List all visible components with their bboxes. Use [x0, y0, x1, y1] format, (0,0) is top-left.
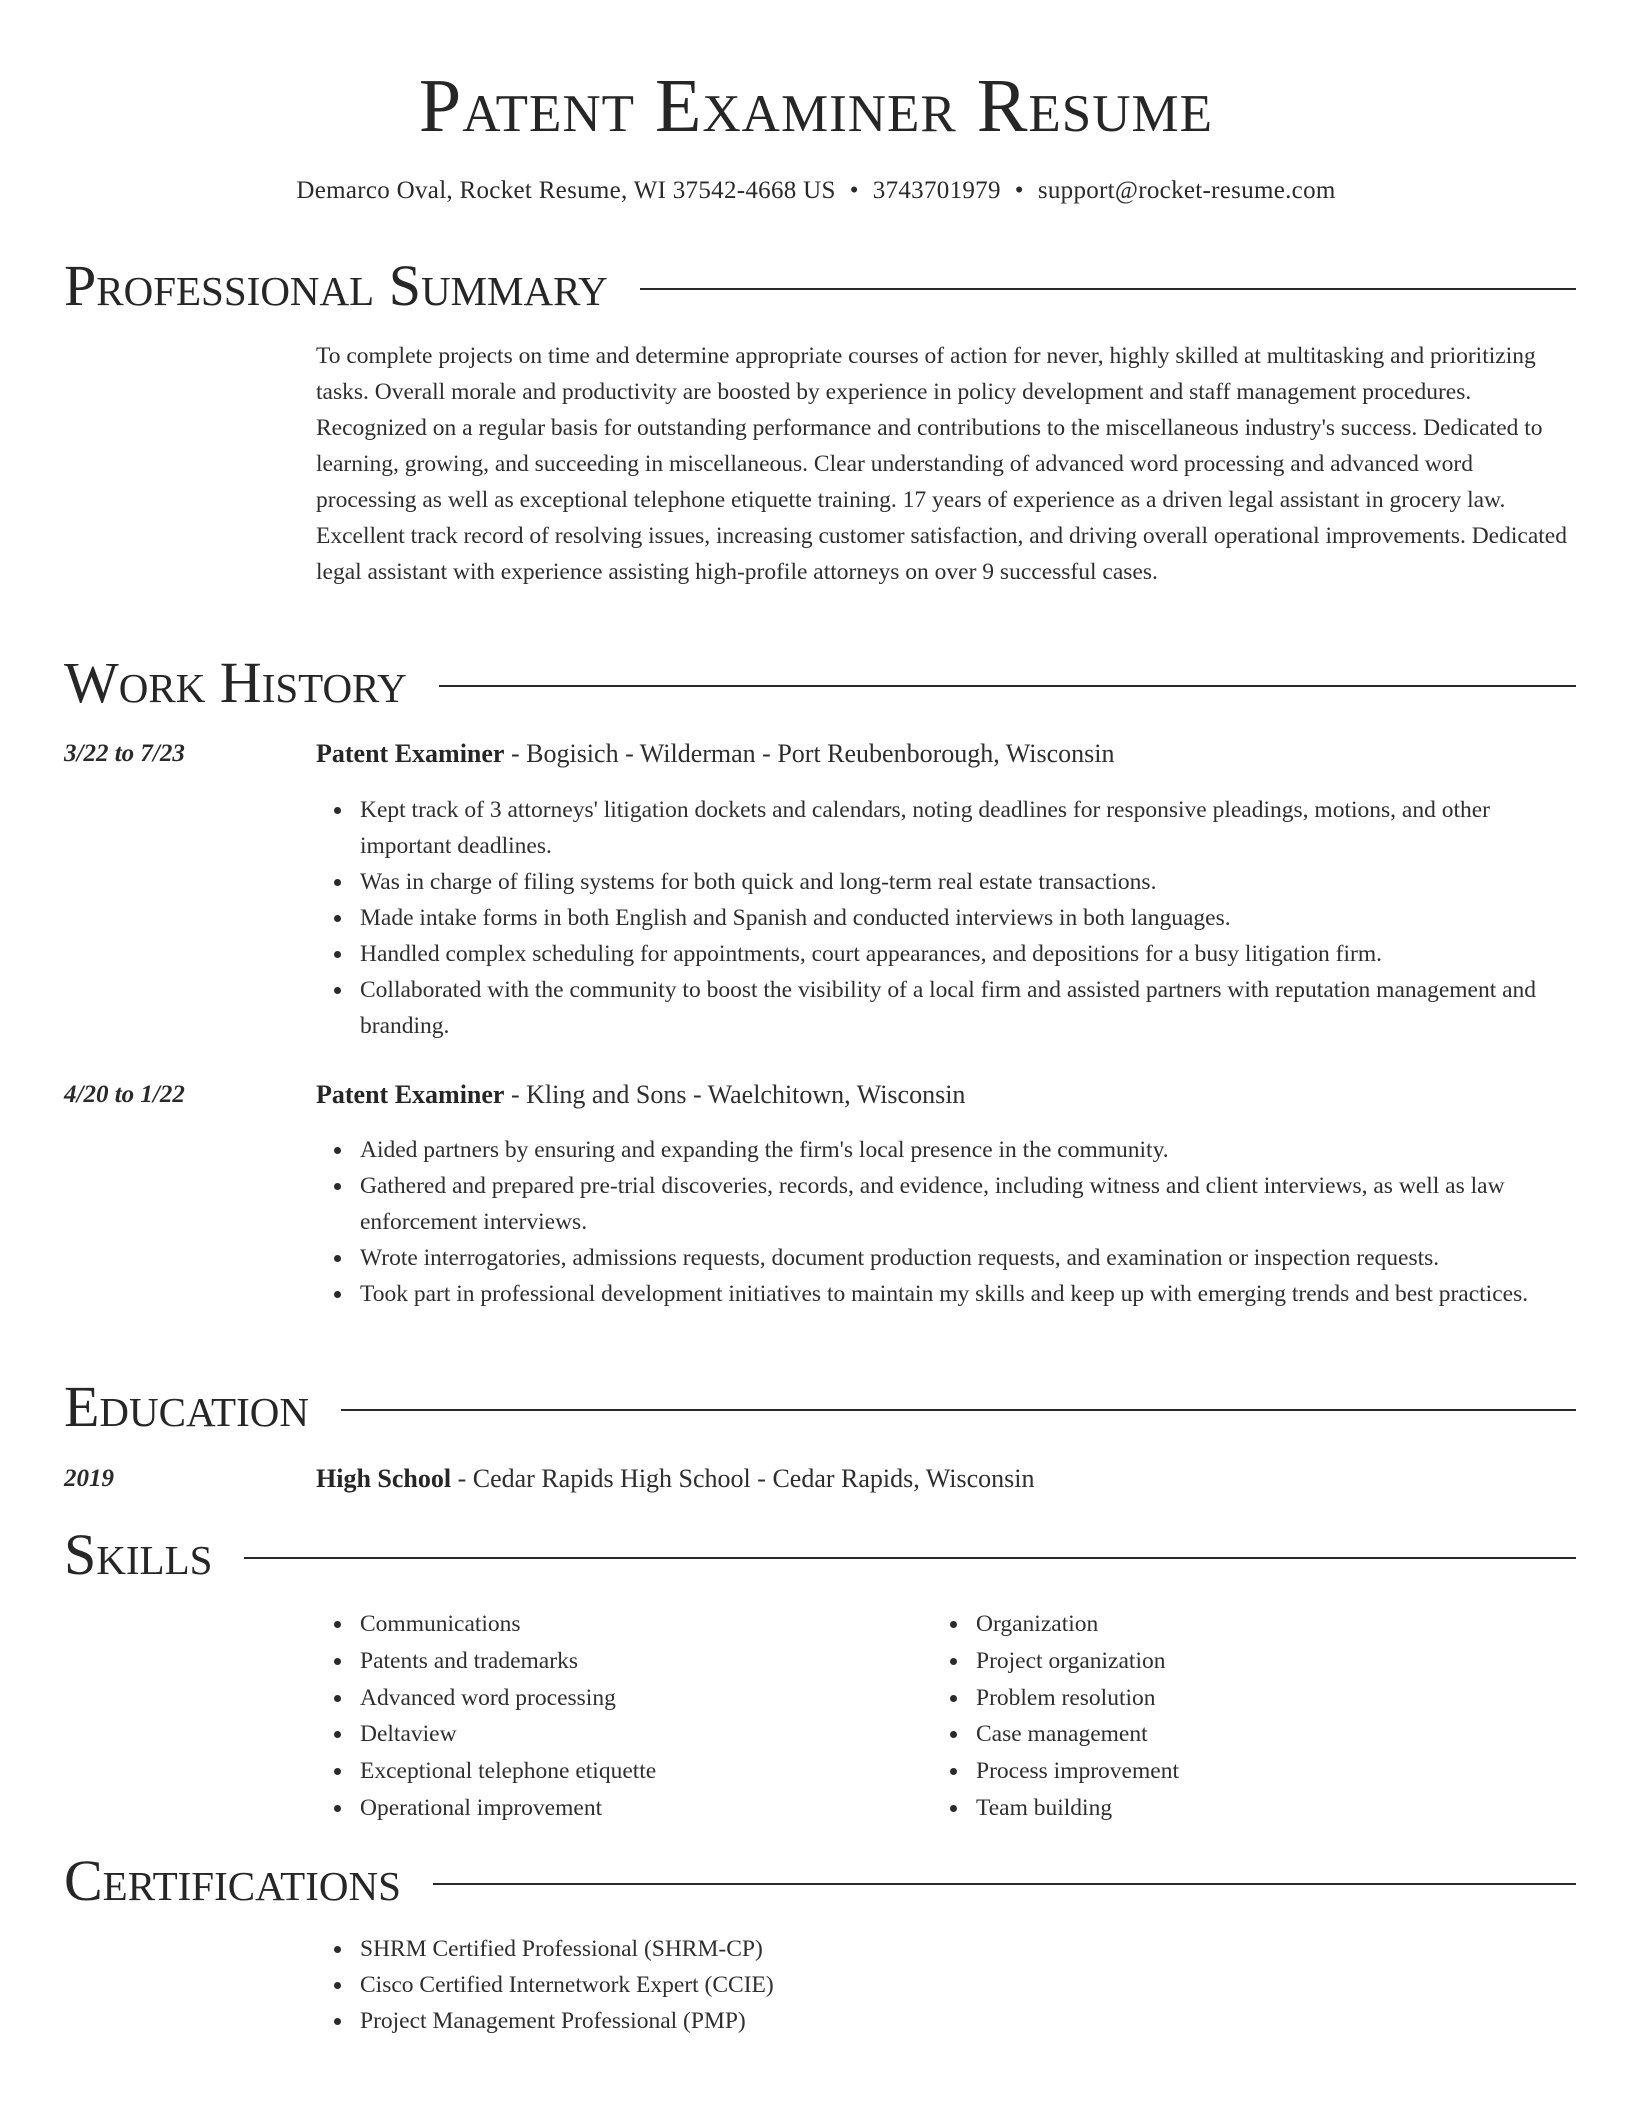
skill-item: Advanced word processing — [360, 1680, 876, 1716]
job-bullet: Collaborated with the community to boost the visibility of a local firm and assisted partners with reputation management and branding. — [360, 972, 1578, 1044]
section-divider — [433, 1883, 1576, 1885]
job-bullet: Handled complex scheduling for appointments, court appearances, and depositions for a busy litigation firm. — [360, 936, 1578, 972]
job-details: - Bogisich - Wilderman - Port Reubenborough, Wisconsin — [504, 739, 1115, 768]
skill-item: Patents and trademarks — [360, 1643, 876, 1679]
section-divider — [341, 1409, 1576, 1411]
certifications-list — [316, 1931, 1578, 2039]
job-details: - Kling and Sons - Waelchitown, Wisconsin — [504, 1080, 966, 1109]
certification-item: Cisco Certified Internetwork Expert (CCIE) — [360, 1967, 1578, 2003]
summary-text: To complete projects on time and determine appropriate courses of action for never, highly skilled at multitasking and prioritizing tasks. Overall morale and productivity are boosted by experience in policy development and staff management procedures. Recognized on a regular basis for outstanding performance and contributions to the miscellaneous industry's success. Dedicated to learning, growing, and succeeding in miscellaneous. Clear understanding of advanced word processing and advanced word processing as well as exceptional telephone etiquette training. 17 years of experience as a driven legal assistant in grocery law. Excellent track record of resolving issues, increasing customer satisfaction, and driving overall operational improvements. Dedicated legal assistant with experience assisting high-profile attorneys on over 9 successful cases. — [316, 343, 1567, 585]
job-bullet: Was in charge of filing systems for both quick and long-term real estate transactions. — [360, 864, 1578, 900]
job-dates: 4/20 to 1/22 — [64, 1081, 185, 1108]
education-degree: High School — [316, 1464, 452, 1493]
job-bullet: Made intake forms in both English and Spanish and conducted interviews in both languages. — [360, 900, 1578, 936]
section-certifications-heading — [64, 1845, 1576, 1917]
contact-address: Demarco Oval, Rocket Resume, WI 37542-4668 US — [296, 177, 836, 204]
section-skills-heading — [64, 1519, 1576, 1591]
section-summary-heading — [64, 250, 1576, 322]
job-bullet: Wrote interrogatories, admissions requests, document production requests, and examination or inspection requests. — [360, 1240, 1578, 1276]
section-divider — [439, 685, 1576, 687]
skills-list-left — [316, 1606, 876, 1827]
education-heading — [316, 1461, 1578, 1497]
section-title: Skills — [64, 1522, 213, 1587]
section-title: Work History — [64, 650, 407, 715]
skill-item: Process improvement — [976, 1753, 1532, 1789]
job-bullet: Aided partners by ensuring and expanding the firm's local presence in the community. — [360, 1132, 1578, 1168]
skill-item: Team building — [976, 1790, 1532, 1826]
skill-item: Deltaview — [360, 1716, 876, 1752]
section-title: Certifications — [64, 1848, 401, 1913]
skill-item: Communications — [360, 1606, 876, 1642]
skill-item: Organization — [976, 1606, 1532, 1642]
section-title: Professional Summary — [64, 253, 608, 318]
job-bullet: Gathered and prepared pre-trial discoveries, records, and evidence, including witness and client interviews, as well as law enforcement interviews. — [360, 1168, 1578, 1240]
job-bullet: Took part in professional development initiatives to maintain my skills and keep up with emerging trends and best practices. — [360, 1276, 1578, 1312]
section-divider — [640, 288, 1576, 290]
job-dates: 3/22 to 7/23 — [64, 740, 185, 767]
section-divider — [244, 1557, 1576, 1559]
skill-item: Operational improvement — [360, 1790, 876, 1826]
job-bullets — [316, 792, 1578, 1044]
education-details: - Cedar Rapids High School - Cedar Rapids, Wisconsin — [451, 1464, 1035, 1493]
job-title: Patent Examiner — [316, 739, 505, 768]
contact-separator: • — [849, 177, 859, 204]
certification-item: SHRM Certified Professional (SHRM-CP) — [360, 1931, 1578, 1967]
job-bullet: Kept track of 3 attorneys' litigation dockets and calendars, noting deadlines for responsive pleadings, motions, and other important deadlines. — [360, 792, 1578, 864]
skill-item: Project organization — [976, 1643, 1532, 1679]
skill-item: Case management — [976, 1716, 1532, 1752]
job-heading — [316, 736, 1578, 772]
skill-item: Problem resolution — [976, 1680, 1532, 1716]
contact-email[interactable]: support@rocket-resume.com — [1037, 177, 1336, 204]
education-year: 2019 — [64, 1465, 114, 1492]
job-title: Patent Examiner — [316, 1080, 505, 1109]
section-title: Education — [64, 1374, 309, 1439]
contact-separator: • — [1014, 177, 1024, 204]
contact-phone[interactable]: 3743701979 — [872, 177, 1001, 204]
skill-item: Exceptional telephone etiquette — [360, 1753, 876, 1789]
skills-list-right — [932, 1606, 1532, 1827]
section-work-heading — [64, 647, 1576, 719]
job-heading — [316, 1077, 1578, 1113]
resume-title: Patent Examiner Resume — [418, 64, 1214, 148]
contact-line — [0, 174, 1632, 208]
section-education-heading — [64, 1371, 1576, 1443]
certification-item: Project Management Professional (PMP) — [360, 2003, 1578, 2039]
job-bullets — [316, 1132, 1578, 1312]
